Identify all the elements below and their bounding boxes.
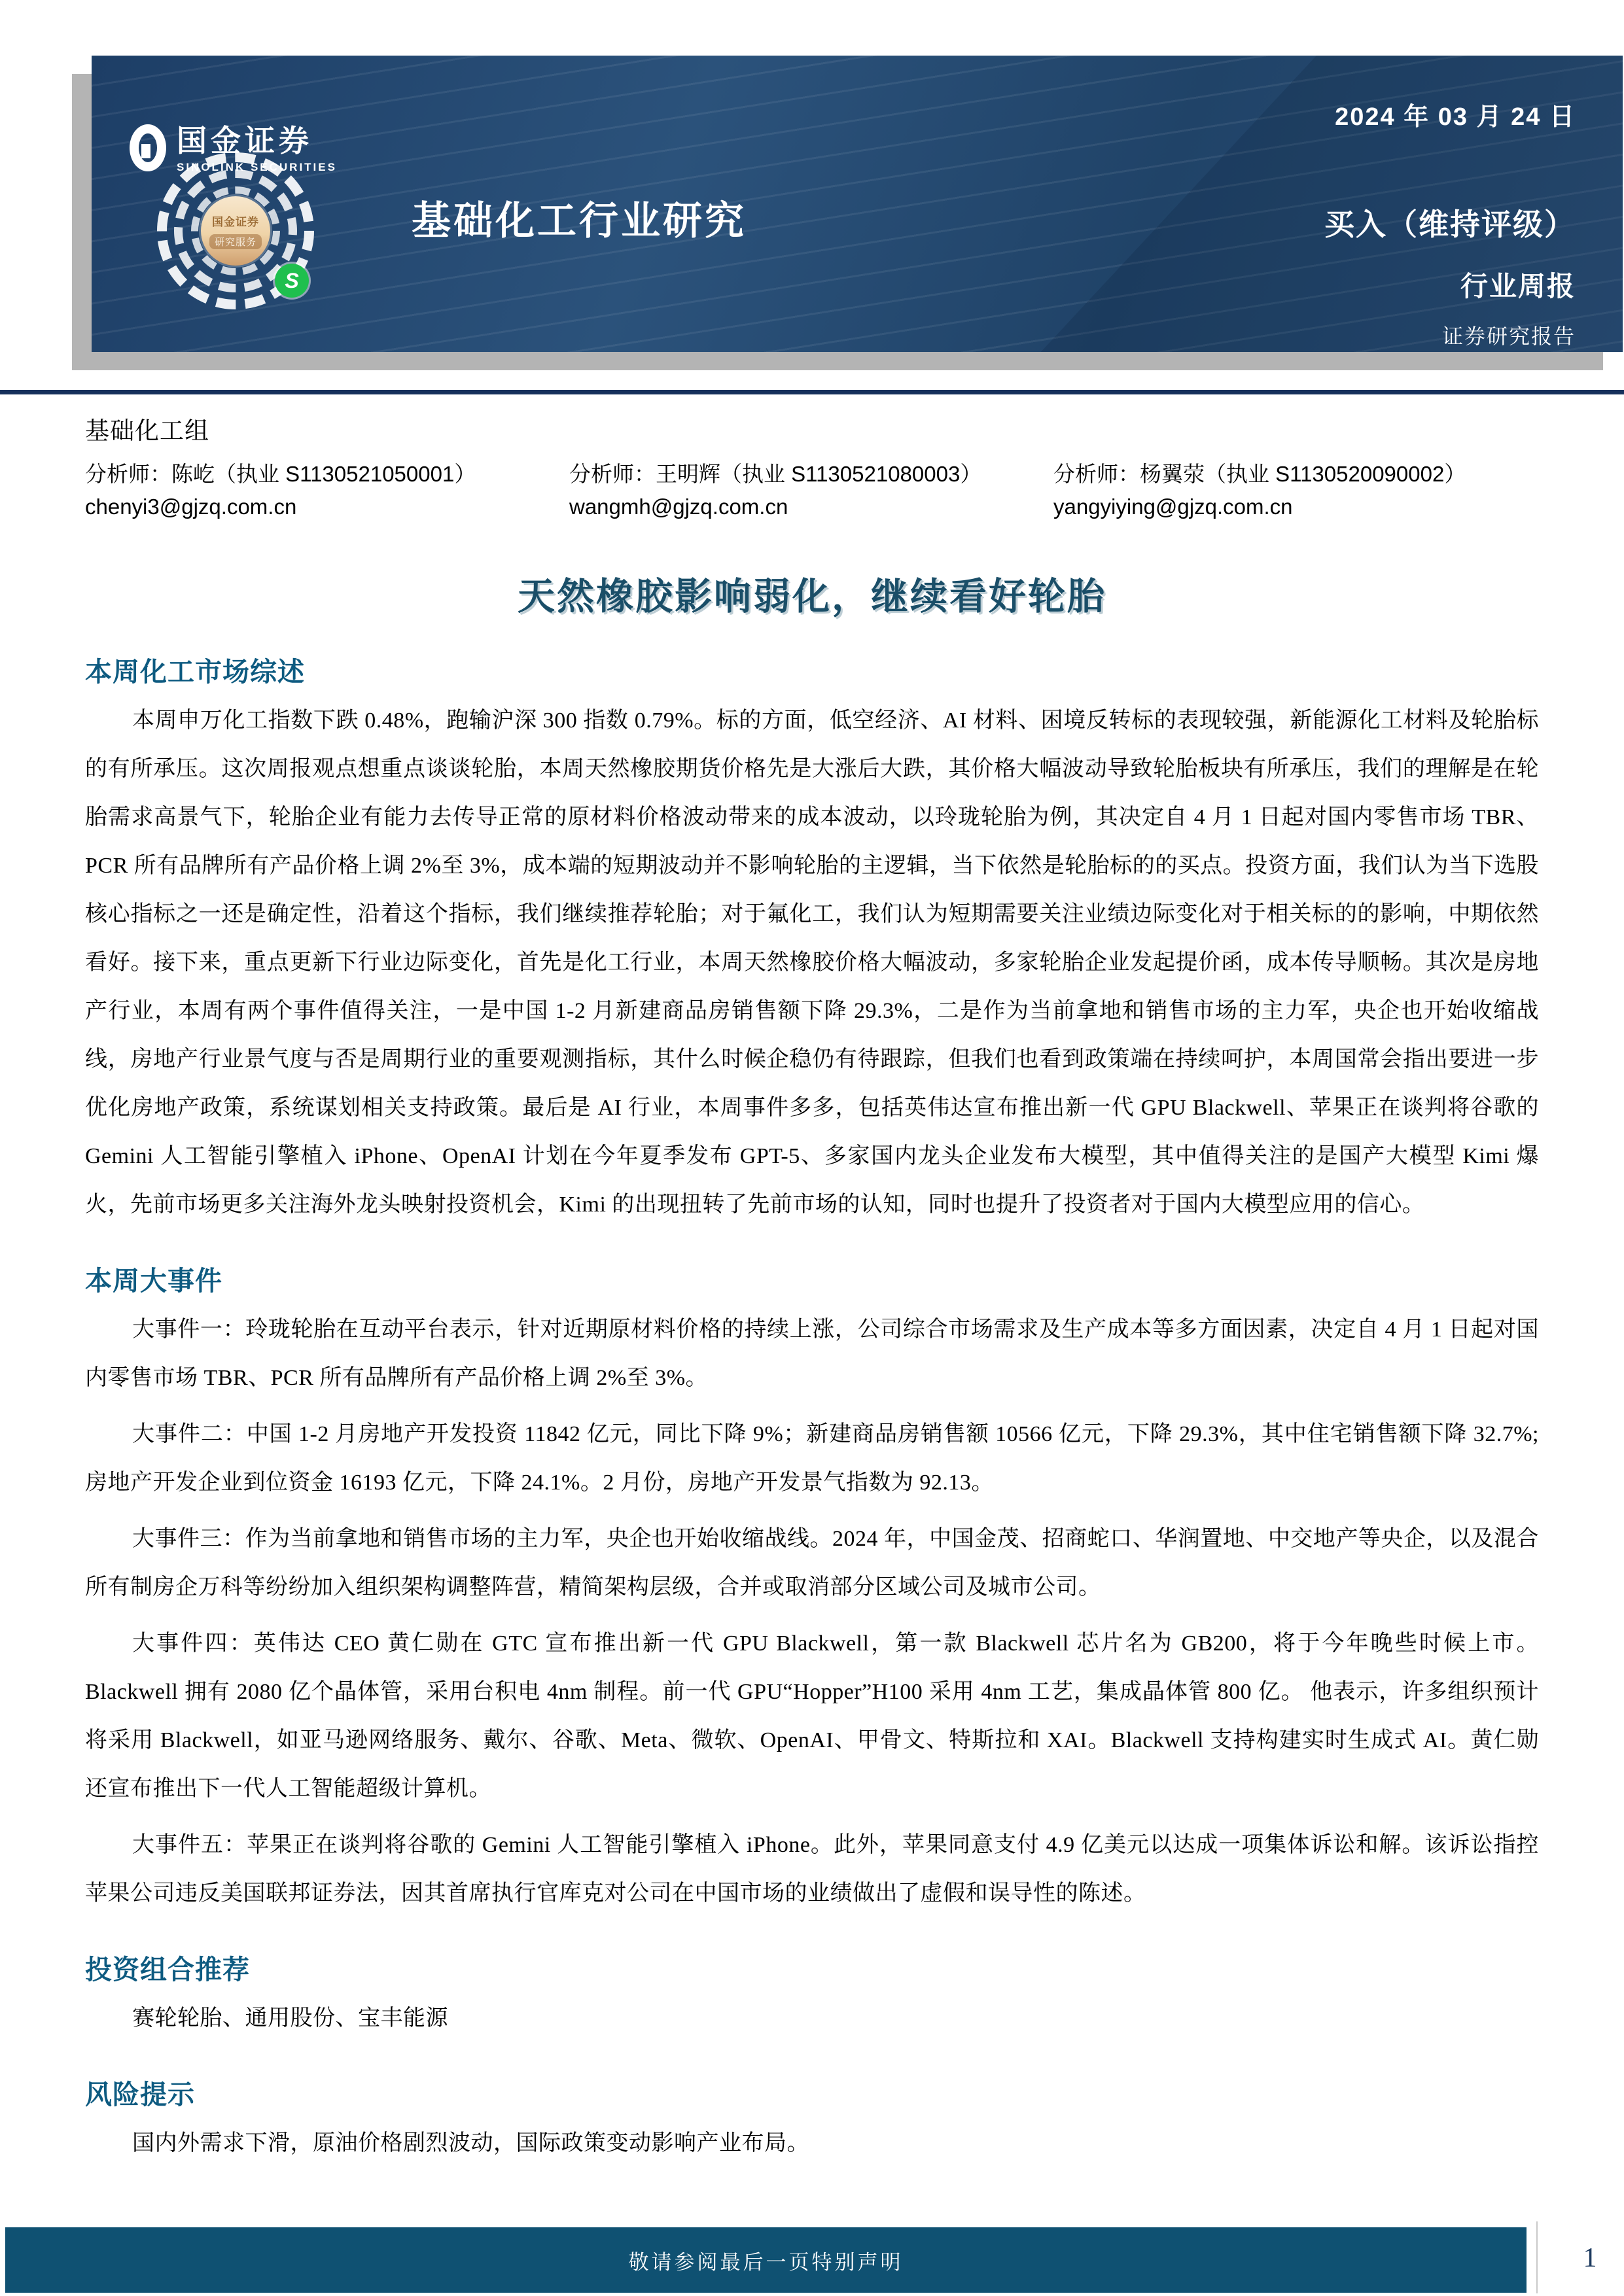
wechat-icon: S [275, 264, 309, 298]
analyst-name: 分析师：陈屹（执业 S1130521050001） [85, 462, 476, 486]
risk-paragraph: 国内外需求下滑，原油价格剧烈波动，国际政策变动影响产业布局。 [132, 2131, 809, 2155]
report-type-label: 行业周报 [1460, 271, 1576, 302]
report-category-label: 证券研究报告 [1441, 324, 1576, 348]
research-group-label: 基础化工组 [85, 417, 209, 444]
report-banner [92, 56, 1623, 352]
page-number: 1 [1583, 2243, 1597, 2273]
analyst-entry [1053, 458, 1538, 523]
section-heading-market-summary: 本周化工市场综述 [85, 657, 305, 687]
qr-service-label: 研究服务 [209, 234, 262, 249]
event-paragraph-4: 大事件四：英伟达 CEO 黄仁勋在 GTC 宣布推出新一代 GPU Blackwell，第一款 Blackwell 芯片名为 GB200，将于今年晚些时候上市。Blackwell 拥有 2080 亿个晶体管，采用台积电 4nm 制程。前一代 GPU“Hopper”H100 采用 4nm 工艺，集成晶体管 800 亿。 他表示，许多组织预计将采用 Blackwell，如亚马逊网络服务、戴尔、谷歌、Meta、微软、OpenAI、甲骨文、特斯拉和 XAI。Blackwell 支持构建实时生成式 AI。黄仁勋还宣布推出下一代人工智能超级计算机。 [85, 1631, 1539, 1801]
page-content [85, 400, 1539, 2168]
footer-separator [1536, 2221, 1538, 2293]
event-paragraph-5: 大事件五：苹果正在谈判将谷歌的 Gemini 人工智能引擎植入 iPhone。此外，苹果同意支付 4.9 亿美元以达成一项集体诉讼和解。该诉讼指控苹果公司违反美国联邦证券法，因其首席执行官库克对公司在中国市场的业绩做出了虚假和误导性的陈述。 [85, 1833, 1539, 1905]
rating-badge: 买入（维持评级） [1324, 207, 1576, 241]
analyst-email[interactable]: wangmh@gjzq.com.cn [569, 495, 788, 519]
report-date: 2024 年 03 月 24 日 [1335, 103, 1576, 131]
qr-brand-label: 国金证券 [212, 216, 259, 228]
analyst-entry [569, 458, 1053, 523]
portfolio-paragraph: 赛轮轮胎、通用股份、宝丰能源 [132, 2006, 448, 2030]
header-divider [0, 390, 1624, 394]
analyst-entry [85, 458, 569, 523]
market-summary-paragraph: 本周申万化工指数下跌 0.48%，跑输沪深 300 指数 0.79%。标的方面，低空经济、AI 材料、困境反转标的表现较强，新能源化工材料及轮胎标的有所承压。这次周报观点想重点谈谈轮胎，本周天然橡胶期货价格先是大涨后大跌，其价格大幅波动导致轮胎板块有所承压，我们的理解是在轮胎需求高景气下，轮胎企业有能力去传导正常的原材料价格波动带来的成本波动，以玲珑轮胎为例，其决定自 4 月 1 日起对国内零售市场 TBR、PCR 所有品牌所有产品价格上调 2%至 3%，成本端的短期波动并不影响轮胎的主逻辑，当下依然是轮胎标的的买点。投资方面，我们认为当下选股核心指标之一还是确定性，沿着这个指标，我们继续推荐轮胎；对于氟化工，我们认为短期需要关注业绩边际变化对于相关标的的影响，中期依然看好。接下来，重点更新下行业边际变化，首先是化工行业，本周天然橡胶价格大幅波动，多家轮胎企业发起提价函，成本传导顺畅。其次是房地产行业，本周有两个事件值得关注，一是中国 1-2 月新建商品房销售额下降 29.3%，二是作为当前拿地和销售市场的主力军，央企也开始收缩战线，房地产行业景气度与否是周期行业的重要观测指标，其什么时候企稳仍有待跟踪，但我们也看到政策端在持续呵护，本周国常会指出要进一步优化房地产政策，系统谋划相关支持政策。最后是 AI 行业，本周事件多多，包括英伟达宣布推出新一代 GPU Blackwell、苹果正在谈判将谷歌的 Gemini 人工智能引擎植入 iPhone、OpenAI 计划在今年夏季发布 GPT-5、多家国内龙头企业发布大模型，其中值得关注的是国产大模型 Kimi 爆火，先前市场更多关注海外龙头映射投资机会，Kimi 的出现扭转了先前市场的认知，同时也提升了投资者对于国内大模型应用的信心。 [85, 708, 1539, 1217]
event-paragraph-3: 大事件三：作为当前拿地和销售市场的主力军，央企也开始收缩战线。2024 年，中国金茂、招商蛇口、华润置地、中交地产等央企，以及混合所有制房企万科等纷纷加入组织架构调整阵营，精简架构层级，合并或取消部分区域公司及城市公司。 [85, 1527, 1539, 1599]
footer-disclaimer-text: 敬请参阅最后一页特别声明 [628, 2250, 904, 2274]
analyst-email[interactable]: chenyi3@gjzq.com.cn [85, 495, 297, 519]
analyst-email[interactable]: yangyiying@gjzq.com.cn [1053, 495, 1293, 519]
section-heading-risk: 风险提示 [85, 2079, 195, 2110]
qr-center-badge [201, 196, 270, 266]
logo-brand-name: 国金证券 [177, 124, 313, 158]
logo-brand-subtitle: SINOLINK SECURITIES [177, 161, 337, 173]
event-paragraph-2: 大事件二：中国 1-2 月房地产开发投资 11842 亿元，同比下降 9%；新建商品房销售额 10566 亿元，下降 29.3%，其中住宅销售额下降 32.7%;房地产开发企业到位资金 16193 亿元，下降 24.1%。2 月份，房地产开发景气指数为 92.13。 [85, 1422, 1539, 1495]
analyst-name: 分析师：杨翼荥（执业 S1130520090002） [1053, 462, 1466, 486]
analyst-list [85, 458, 1539, 523]
event-paragraph-1: 大事件一：玲珑轮胎在互动平台表示，针对近期原材料价格的持续上涨，公司综合市场需求及生产成本等多方面因素，决定自 4 月 1 日起对国内零售市场 TBR、PCR 所有品牌所有产品价格上调 2%至 3%。 [85, 1317, 1539, 1390]
section-heading-portfolio: 投资组合推荐 [85, 1955, 250, 1985]
section-heading-weekly-events: 本周大事件 [85, 1266, 222, 1296]
report-main-title: 天然橡胶影响弱化，继续看好轮胎 [518, 576, 1106, 617]
banner-title: 基础化工行业研究 [412, 199, 747, 243]
footer-disclaimer-bar [5, 2227, 1527, 2293]
analyst-name: 分析师：王明辉（执业 S1130521080003） [569, 462, 982, 486]
